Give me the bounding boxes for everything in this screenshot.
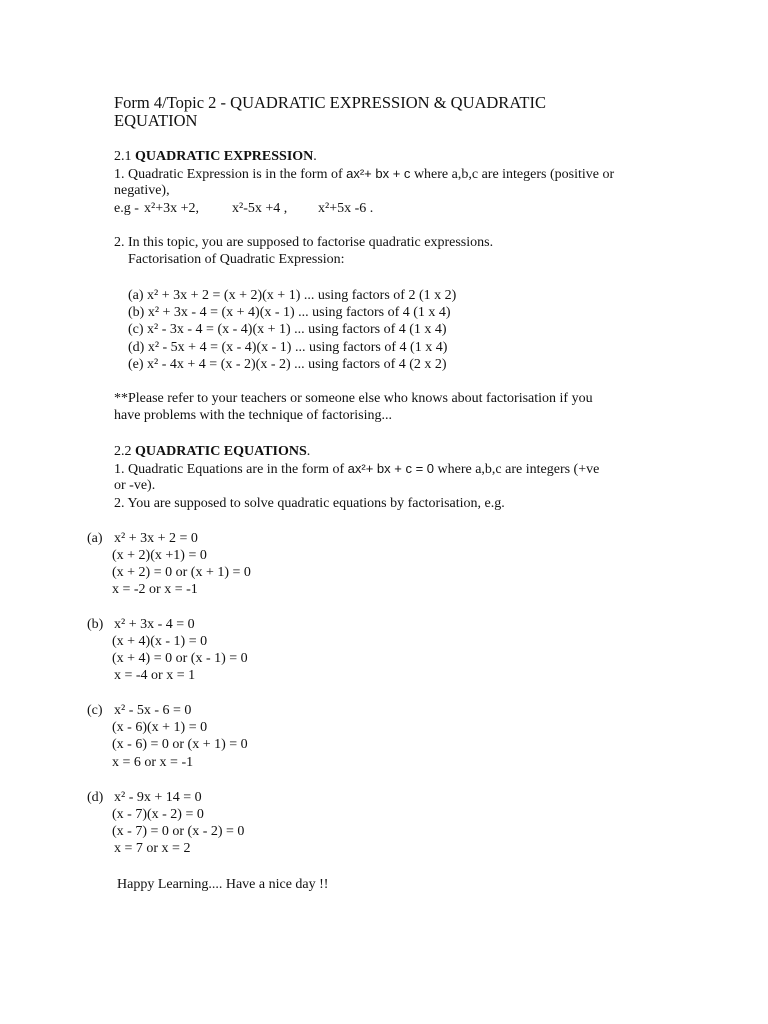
example-solution: x = 7 or x = 2	[114, 841, 191, 856]
heading-period: .	[306, 444, 311, 459]
example-label: (d)	[87, 790, 104, 805]
example-label: (a)	[87, 531, 103, 546]
example-solution: x = 6 or x = -1	[112, 755, 194, 770]
factorisation-item: (c) x² - 3x - 4 = (x - 4)(x + 1) ... using factors of 4 (1 x 4)	[128, 322, 447, 337]
factorisation-subheading: Factorisation of Quadratic Expression:	[128, 252, 345, 267]
example-solution: x = -2 or x = -1	[112, 582, 198, 597]
section-number: 2.1	[114, 149, 135, 164]
example-expression: x²+5x -6 .	[318, 201, 374, 216]
definition-text-end: where a,b,c are integers (+ve	[434, 462, 600, 477]
equation-definition	[114, 460, 599, 478]
equation-definition-line-2: or -ve).	[114, 478, 156, 493]
solve-instruction: 2. You are supposed to solve quadratic equations by factorisation, e.g.	[114, 496, 505, 511]
heading-period: .	[313, 149, 317, 164]
expression-definition	[114, 165, 614, 183]
document-title-line-2: EQUATION	[114, 111, 198, 130]
definition-text: 1. Quadratic Equations are in the form of	[114, 462, 348, 477]
closing-message: Happy Learning.... Have a nice day !!	[117, 877, 329, 892]
example-step: (x + 4)(x - 1) = 0	[112, 634, 208, 649]
section-title: QUADRATIC EXPRESSION	[135, 149, 314, 164]
factorisation-item: (a) x² + 3x + 2 = (x + 2)(x + 1) ... using factors of 2 (1 x 2)	[128, 288, 457, 303]
factorisation-item: (d) x² - 5x + 4 = (x - 4)(x - 1) ... using factors of 4 (1 x 4)	[128, 340, 448, 355]
advice-note-line-2: have problems with the technique of factorising...	[114, 408, 392, 423]
definition-text: 1. Quadratic Expression is in the form of	[114, 167, 347, 182]
document-title-line-1: Form 4/Topic 2 - QUADRATIC EXPRESSION & QUADRATIC	[114, 93, 546, 112]
example-step: (x - 6) = 0 or (x + 1) = 0	[112, 737, 248, 752]
example-expression: x²-5x +4 ,	[232, 201, 288, 216]
section-number: 2.2	[114, 444, 135, 459]
example-equation: x² - 5x - 6 = 0	[114, 703, 192, 718]
example-expression: x²+3x +2,	[144, 201, 199, 216]
section-2-2-heading	[114, 443, 310, 460]
example-step: (x + 2) = 0 or (x + 1) = 0	[112, 565, 251, 580]
example-step: (x - 7)(x - 2) = 0	[112, 807, 204, 822]
examples-prefix: e.g -	[114, 201, 139, 216]
section-2-1-heading	[114, 148, 317, 165]
example-equation: x² - 9x + 14 = 0	[114, 790, 202, 805]
factorisation-item: (b) x² + 3x - 4 = (x + 4)(x - 1) ... using factors of 4 (1 x 4)	[128, 305, 451, 320]
example-step: (x - 6)(x + 1) = 0	[112, 720, 208, 735]
example-equation: x² + 3x - 4 = 0	[114, 617, 195, 632]
general-form: ax²+ bx + c	[346, 166, 411, 181]
factorisation-item: (e) x² - 4x + 4 = (x - 2)(x - 2) ... using factors of 4 (2 x 2)	[128, 357, 447, 372]
example-equation: x² + 3x + 2 = 0	[114, 531, 198, 546]
example-solution: x = -4 or x = 1	[114, 668, 196, 683]
advice-note: **Please refer to your teachers or someone else who knows about factorisation if you	[114, 391, 593, 406]
definition-text-end: where a,b,c are integers (positive or	[410, 167, 615, 182]
example-step: (x + 2)(x +1) = 0	[112, 548, 207, 563]
factorisation-intro: 2. In this topic, you are supposed to factorise quadratic expressions.	[114, 235, 494, 250]
general-form: ax²+ bx + c = 0	[347, 461, 435, 476]
example-label: (c)	[87, 703, 103, 718]
example-label: (b)	[87, 617, 104, 632]
example-step: (x - 7) = 0 or (x - 2) = 0	[112, 824, 245, 839]
section-title: QUADRATIC EQUATIONS	[135, 444, 307, 459]
example-step: (x + 4) = 0 or (x - 1) = 0	[112, 651, 248, 666]
expression-definition-line-2: negative),	[114, 183, 170, 198]
